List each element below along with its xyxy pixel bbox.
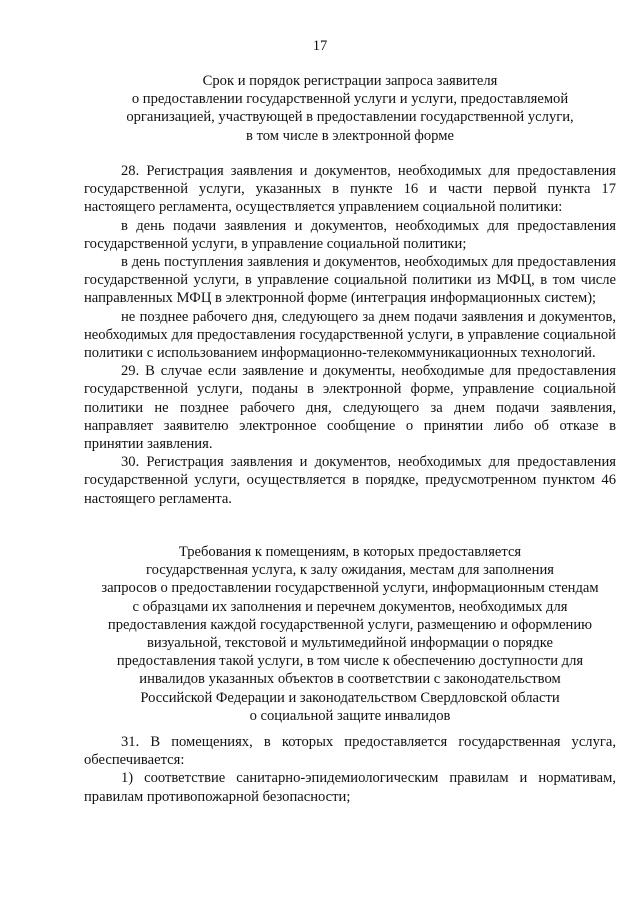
heading-line: инвалидов указанных объектов в соответствии с законодательством [139,671,561,688]
heading-line: в том числе в электронной форме [246,127,454,144]
heading-line: запросов о предоставлении государственной услуги, информационным стендам [101,580,599,597]
heading-line: Требования к помещениям, в которых предоставляется [178,544,522,560]
paragraph-28-item-2: в день поступления заявления и документов, необходимых для предоставления государственной услуги, в управление социальной политики из МФЦ, в том числе направленных МФЦ в электронной форме (интеграция информационных систем); [84,254,616,307]
heading-line: Российской Федерации и законодательством Свердловской области [140,689,560,706]
paragraph-30: 30. Регистрация заявления и документов, необходимых для предоставления государственной услуги, осуществляется в порядке, предусмотренном пунктом 46 настоящего регламента. [84,454,616,507]
heading-line: с образцами их заполнения и перечнем документов, необходимых для [132,598,568,615]
premises-paragraphs [84,733,616,806]
heading-line: о предоставлении государственной услуги и услуги, предоставляемой [131,91,569,108]
heading-line: Срок и порядок регистрации запроса заявителя [202,73,498,89]
paragraph-29: 29. В случае если заявление и документы, необходимые для предоставления государственной услуги, поданы в электронной форме, управление социальной политики не позднее рабочего дня, следующего за днем подачи заявления, направляет заявителю электронное сообщение о принятии либо об отказе в принятии заявления. [84,363,616,453]
heading-line: предоставления каждой государственной услуги, размещению и оформлению [107,616,593,633]
heading-line: о социальной защите инвалидов [249,707,451,724]
heading-line: государственная услуга, к залу ожидания, местам для заполнения [146,562,554,579]
heading-line: предоставления такой услуги, в том числе к обеспечению доступности для [116,653,584,670]
section-heading-registration [80,72,620,145]
section-heading-premises [80,543,620,725]
paragraph-28-item-1: в день подачи заявления и документов, необходимых для предоставления государственной услуги, в управление социальной политики; [84,217,616,252]
registration-paragraphs [84,162,616,508]
page-number: 17 [312,38,328,54]
paragraph-28-item-3: не позднее рабочего дня, следующего за днем подачи заявления и документов, необходимых для предоставления государственной услуги, в управление социальной политики с использованием информационно-телекоммуникационных технологий. [84,308,616,362]
paragraph-31-item-1: 1) соответствие санитарно-эпидемиологическим правилам и нормативам, правилам противопожарной безопасности; [84,770,616,805]
paragraph-31: 31. В помещениях, в которых предоставляется государственная услуга, обеспечивается: [84,734,616,769]
paragraph-28: 28. Регистрация заявления и документов, необходимых для предоставления государственной услуги, указанных в пункте 16 и части первой пункта 17 настоящего регламента, осуществляется управлением социальной политики: [84,163,616,216]
heading-line: визуальной, текстовой и мультимедийной информации о порядке [147,635,553,652]
heading-line: организацией, участвующей в предоставлении государственной услуги, [126,109,574,126]
